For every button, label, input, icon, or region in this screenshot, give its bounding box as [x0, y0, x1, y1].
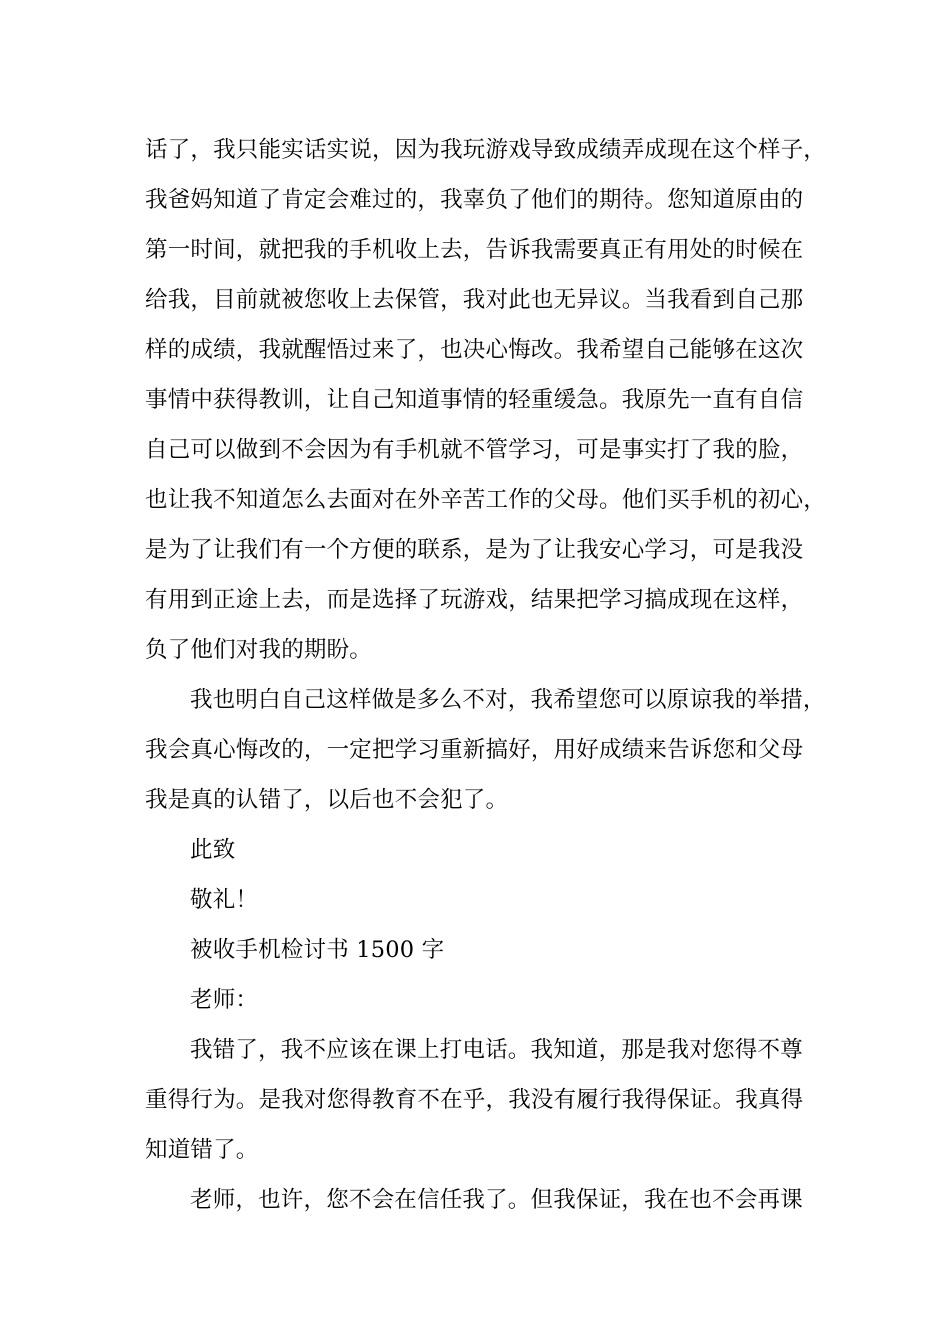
- closing-line: 此致: [190, 837, 236, 863]
- section-title: 被收手机检讨书 1500 字: [190, 937, 445, 963]
- body-text-line: 知道错了。: [145, 1137, 259, 1163]
- body-text-line: 是为了让我们有一个方便的联系，是为了让我安心学习，可是我没: [145, 537, 804, 563]
- body-text-line: 我会真心悔改的，一定把学习重新搞好，用好成绩来告诉您和父母: [145, 737, 804, 763]
- body-text-line: 有用到正途上去，而是选择了玩游戏，结果把学习搞成现在这样，: [145, 587, 804, 613]
- body-text-line: 给我，目前就被您收上去保管，我对此也无异议。当我看到自己那: [145, 287, 804, 313]
- paragraph-start-line: 我也明白自己这样做是多么不对，我希望您可以原谅我的举措，: [190, 687, 826, 713]
- paragraph-start-line: 老师，也许，您不会在信任我了。但我保证，我在也不会再课: [190, 1187, 803, 1213]
- body-text-line: 自己可以做到不会因为有手机就不管学习，可是事实打了我的脸，: [145, 437, 804, 463]
- paragraph-start-line: 我错了，我不应该在课上打电话。我知道，那是我对您得不尊: [190, 1037, 803, 1063]
- body-text-line: 负了他们对我的期盼。: [145, 637, 373, 663]
- body-text-line: 样的成绩，我就醒悟过来了，也决心悔改。我希望自己能够在这次: [145, 337, 804, 363]
- body-text-line: 重得行为。是我对您得教育不在乎，我没有履行我得保证。我真得: [145, 1087, 804, 1113]
- body-text-line: 事情中获得教训，让自己知道事情的轻重缓急。我原先一直有自信: [145, 387, 804, 413]
- salutation-line: 敬礼！: [190, 887, 259, 913]
- body-text-line: 我是真的认错了，以后也不会犯了。: [145, 787, 509, 813]
- body-text-line: 我爸妈知道了肯定会难过的，我辜负了他们的期待。您知道原由的: [145, 187, 804, 213]
- body-text-line: 话了，我只能实话实说，因为我玩游戏导致成绩弄成现在这个样子，: [145, 137, 827, 163]
- greeting-line: 老师：: [190, 987, 259, 1013]
- body-text-line: 也让我不知道怎么去面对在外辛苦工作的父母。他们买手机的初心，: [145, 487, 827, 513]
- body-text-line: 第一时间，就把我的手机收上去，告诉我需要真正有用处的时候在: [145, 237, 804, 263]
